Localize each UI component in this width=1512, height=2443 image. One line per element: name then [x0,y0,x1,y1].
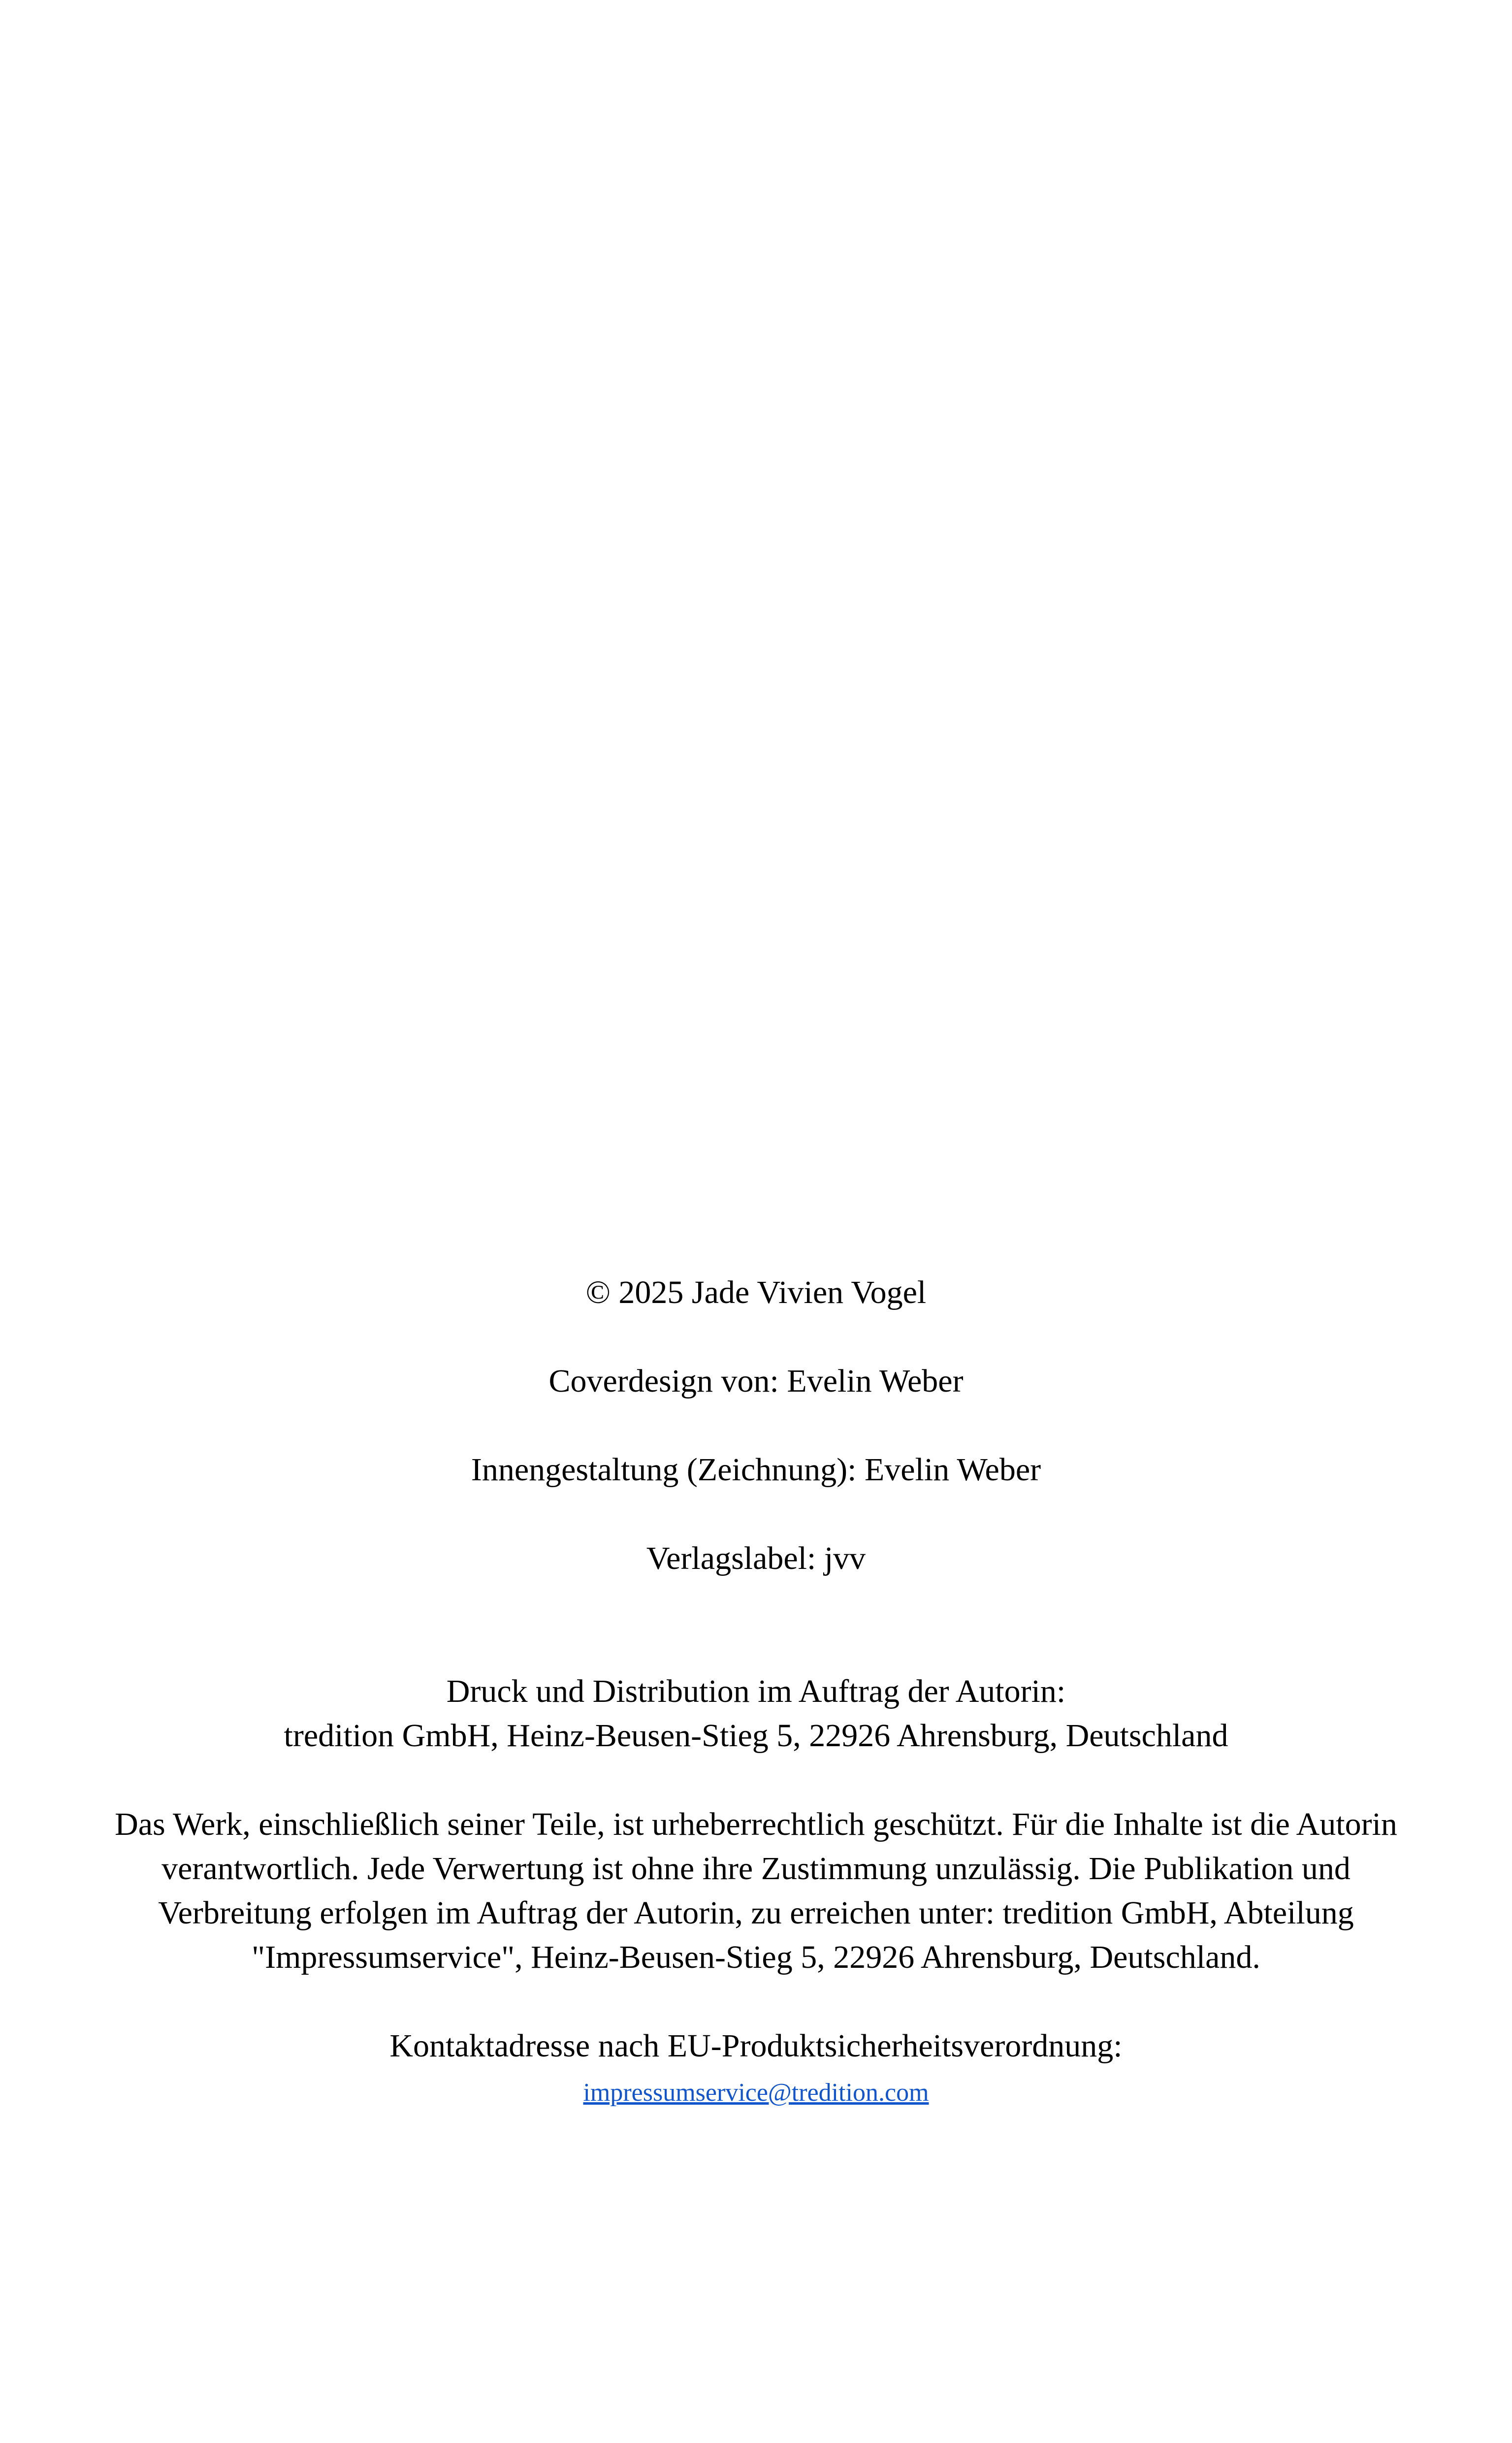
copyright-line: © 2025 Jade Vivien Vogel [585,1274,927,1310]
publisher-label: Verlagslabel: jvv [646,1540,866,1576]
print-distribution-heading: Druck und Distribution im Auftrag der Autorin: [446,1673,1066,1709]
copyright-notice: Das Werk, einschließlich seiner Teile, ist urheberrechtlich geschützt. Für die Inhalte ist die Autorin verantwortlich. Jede Verwertung ist ohne ihre Zustimmung unzulässig. Die Publikation und Verbreitung erfolgen im Auftrag der Autorin, zu erreichen unter: tredition GmbH, Abteilung "Impressumservice", Heinz-Beusen-Stieg 5, 22926 Ahrensburg, Deutschland. [115,1806,1397,1975]
cover-design-credit: Coverdesign von: Evelin Weber [548,1363,964,1399]
contact-heading: Kontaktadresse nach EU-Produktsicherheitsverordnung: [389,2028,1123,2064]
print-distribution-address: tredition GmbH, Heinz-Beusen-Stieg 5, 22926 Ahrensburg, Deutschland [284,1718,1228,1754]
imprint-block [108,1270,1404,2113]
interior-design-credit: Innengestaltung (Zeichnung): Evelin Weber [471,1452,1041,1488]
contact-email-link[interactable]: impressumservice@tredition.com [583,2079,929,2107]
